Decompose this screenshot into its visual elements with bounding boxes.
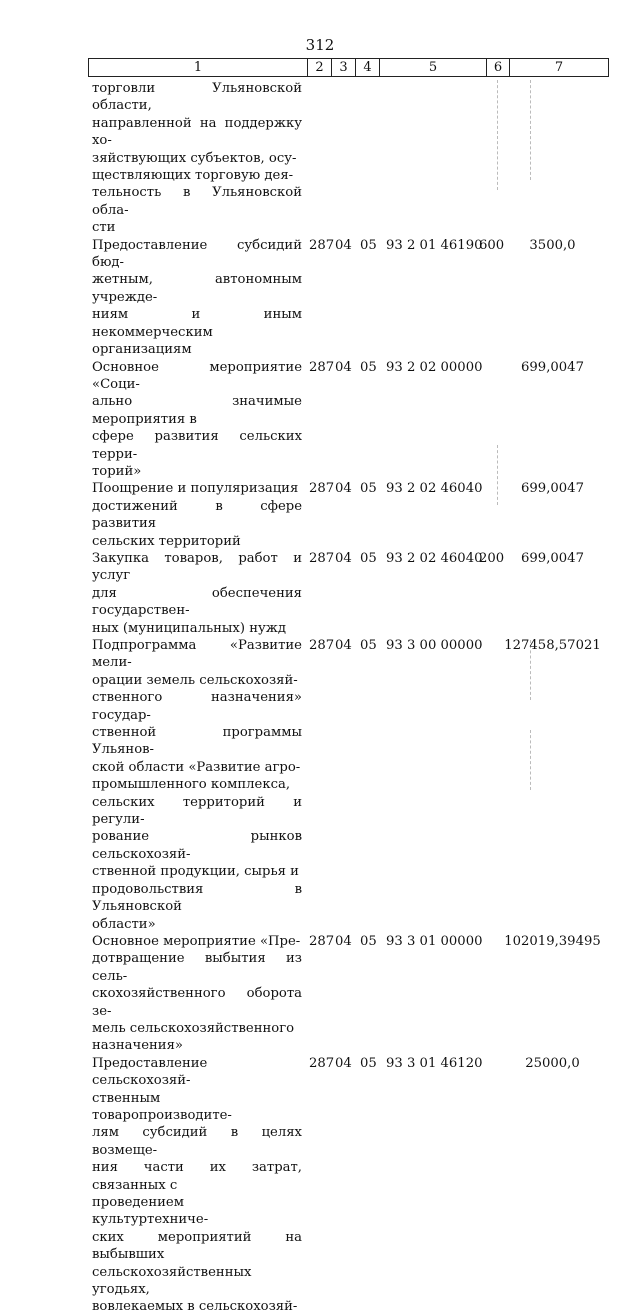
row-name: Поощрение и популяризация достижений в сфере развития сельских территорий <box>92 481 302 549</box>
row-expense-type: 600 <box>479 237 505 253</box>
row-name: Закупка товаров, работ и услуг для обеспечения государствен- ных (муниципальных) нужд <box>92 550 302 636</box>
row-target-code: 93 2 01 46190 <box>386 237 483 253</box>
row-subsection: 05 <box>360 359 377 375</box>
row-admin-code: 287 <box>309 237 335 253</box>
row-admin-code: 287 <box>309 1055 335 1071</box>
row-subsection: 05 <box>360 481 377 497</box>
row-subsection: 05 <box>360 237 377 253</box>
row-target-code: 93 3 00 00000 <box>386 638 483 653</box>
table-body <box>0 80 640 1316</box>
row-amount: 3500,0 <box>529 237 576 253</box>
table-row <box>0 1055 640 1316</box>
table-row <box>0 359 640 481</box>
row-admin-code: 287 <box>309 359 335 375</box>
row-name: Основное мероприятие «Соци- ально значимые мероприятия в сфере развития сельских терри- торий» <box>92 359 302 479</box>
table-row <box>0 80 640 237</box>
row-admin-code: 287 <box>309 933 335 949</box>
table-row <box>0 237 640 359</box>
page-number: 312 <box>305 36 335 54</box>
row-section: 04 <box>335 933 352 949</box>
row-target-code: 93 2 02 46040 <box>386 481 483 497</box>
row-subsection: 05 <box>360 1055 377 1071</box>
row-name: Предоставление сельскохозяй- ственным товаропроизводите- лям субсидий в целях возмеще- ния части их затрат, связанных с проведением культуртехниче- ских мероприятий на выбывших сельскохозяйственных угодьях, вовлекаемых в сельскохозяй- <box>92 1055 302 1315</box>
row-subsection: 05 <box>360 550 377 566</box>
header-col-5: 5 <box>380 59 487 76</box>
row-admin-code: 287 <box>309 550 335 566</box>
header-col-3: 3 <box>332 59 356 76</box>
row-admin-code: 287 <box>309 638 335 653</box>
row-section: 04 <box>335 481 352 497</box>
header-col-2: 2 <box>308 59 332 76</box>
header-col-6: 6 <box>487 59 510 76</box>
row-target-code: 93 3 01 00000 <box>386 933 483 949</box>
row-expense-type: 200 <box>479 550 505 566</box>
row-amount: 102019,39495 <box>504 933 601 949</box>
row-target-code: 93 2 02 46040 <box>386 550 483 566</box>
row-section: 04 <box>335 1055 352 1071</box>
row-section: 04 <box>335 359 352 375</box>
row-name: Подпрограмма «Развитие мели- орации земель сельскохозяй- ственного назначения» государ- ственной программы Ульянов- ской области «Развитие агро- промышленного комплекса, сельских территорий и регули- рование рынков сельскохозяй- ственной продукции, сырья и продовольствия в Ульяновской области» <box>92 638 302 932</box>
row-section: 04 <box>335 638 352 653</box>
row-amount: 25000,0 <box>525 1055 580 1071</box>
row-section: 04 <box>335 550 352 566</box>
row-section: 04 <box>335 237 352 253</box>
row-name: Основное мероприятие «Пре- дотвращение выбытия из сель- скохозяйственного оборота зе- мель сельскохозяйственного назначения» <box>92 933 302 1054</box>
table-row <box>0 933 640 1055</box>
row-name: Предоставление субсидий бюд- жетным, автономным учрежде- ниям и иным некоммерческим организациям <box>92 237 302 358</box>
row-name: торговли Ульяновской области, направленной на поддержку хо- зяйствующих субъектов, осу- ществляющих торговую дея- тельность в Ульяновской обла- сти <box>92 81 302 236</box>
row-target-code: 93 3 01 46120 <box>386 1055 483 1071</box>
row-amount: 699,0047 <box>521 550 584 566</box>
header-col-4: 4 <box>356 59 380 76</box>
header-col-7: 7 <box>554 60 564 75</box>
header-col-1: 1 <box>89 59 308 76</box>
row-amount: 127458,57021 <box>504 638 601 653</box>
table-row <box>0 550 640 637</box>
row-amount: 699,0047 <box>521 359 584 375</box>
row-subsection: 05 <box>360 933 377 949</box>
row-subsection: 05 <box>360 638 377 653</box>
row-target-code: 93 2 02 00000 <box>386 359 483 375</box>
table-header <box>88 58 609 77</box>
row-amount: 699,0047 <box>521 481 584 497</box>
table-row <box>0 480 640 550</box>
row-admin-code: 287 <box>309 481 335 497</box>
table-row <box>0 637 640 933</box>
